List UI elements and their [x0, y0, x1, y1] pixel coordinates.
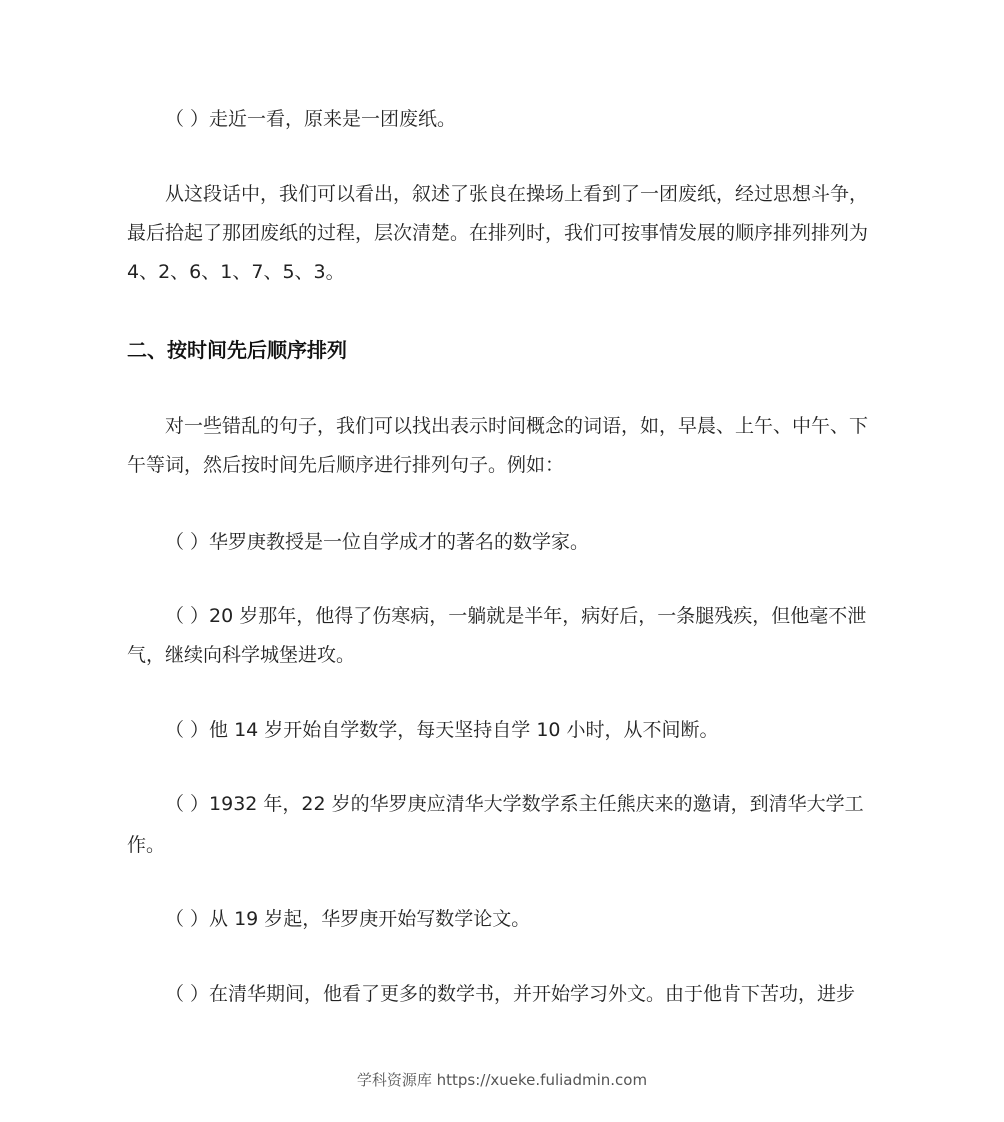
paragraph-line: 午等词，然后按时间先后顺序进行排列句子。例如： — [127, 454, 565, 476]
list-item: （ ）在清华期间，他看了更多的数学书，并开始学习外文。由于他肯下苦功，进步 — [165, 983, 856, 1005]
list-item-continuation: 气，继续向科学城堡进攻。 — [127, 644, 356, 666]
paragraph-line: 从这段话中，我们可以看出，叙述了张良在操场上看到了一团废纸，经过思想斗争， — [165, 183, 869, 205]
paragraph-line: 对一些错乱的句子，我们可以找出表示时间概念的词语，如，早晨、上午、中午、下 — [165, 415, 869, 437]
paragraph-line: 4、2、6、1、7、5、3。 — [127, 261, 345, 283]
list-item: （ ）从 19 岁起，华罗庚开始写数学论文。 — [165, 908, 531, 930]
sentence-line: （ ）走近一看，原来是一团废纸。 — [165, 108, 457, 130]
list-item: （ ）华罗庚教授是一位自学成才的著名的数学家。 — [165, 531, 590, 553]
list-item-continuation: 作。 — [127, 834, 166, 856]
list-item: （ ）20 岁那年，他得了伤寒病，一躺就是半年，病好后，一条腿残疾，但他毫不泄 — [165, 605, 867, 627]
list-item: （ ）1932 年，22 岁的华罗庚应清华大学数学系主任熊庆来的邀请，到清华大学工 — [165, 793, 864, 815]
paragraph-line: 最后拾起了那团废纸的过程，层次清楚。在排列时，我们可按事情发展的顺序排列排列为 — [127, 222, 869, 244]
section-heading: 二、按时间先后顺序排列 — [127, 338, 347, 362]
footer-source-link[interactable]: 学科资源库 https://xueke.fuliadmin.com — [356, 1071, 648, 1089]
list-item: （ ）他 14 岁开始自学数学，每天坚持自学 10 小时，从不间断。 — [165, 719, 719, 741]
